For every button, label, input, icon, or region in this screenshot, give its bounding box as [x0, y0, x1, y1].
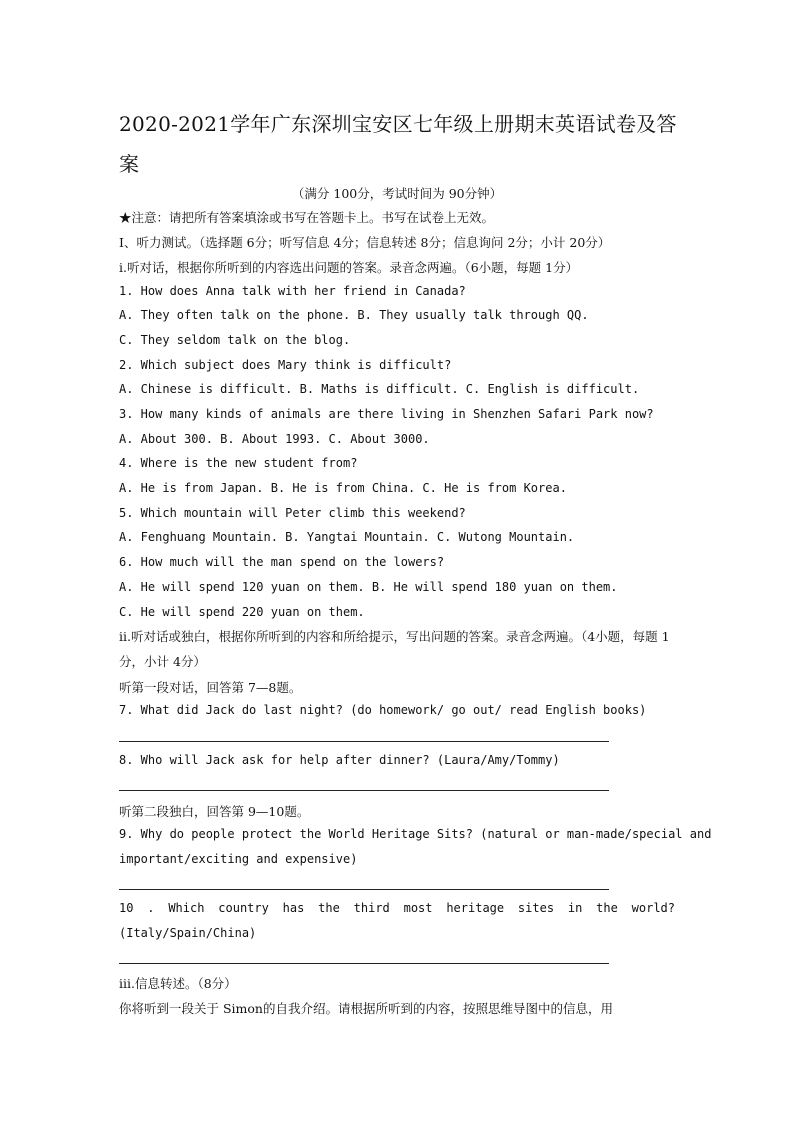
part3-intro: 你将听到一段关于 Simon的自我介绍。请根据所听到的内容，按照思维导图中的信息，用	[119, 1001, 613, 1016]
section-heading: Ⅰ、听力测试。（选择题 6分；听写信息 4分；信息转述 8分；信息询问 2分；小计 20分）	[119, 235, 611, 250]
question-1-options-ab: A. They often talk on the phone. B. They usually talk through QQ.	[119, 308, 589, 322]
question-1-option-c: C. They seldom talk on the blog.	[119, 333, 351, 347]
question-4-options: A. He is from Japan. B. He is from China. C. He is from Korea.	[119, 481, 567, 495]
question-10-line1: 10 . Which country has the third most heritage sites in the world?	[119, 901, 675, 915]
question-2-options: A. Chinese is difficult. B. Maths is difficult. C. English is difficult.	[119, 382, 640, 396]
dialog1-intro: 听第一段对话，回答第 7—8题。	[119, 680, 302, 695]
notice-text: ★注意：请把所有答案填涂或书写在答题卡上。书写在试卷上无效。	[119, 210, 495, 225]
question-9-line1: 9. Why do people protect the World Heritage Sits? (natural or man-made/special and	[119, 827, 712, 841]
answer-line-7	[119, 741, 609, 742]
dialog2-intro: 听第二段独白，回答第 9—10题。	[119, 804, 310, 819]
question-9-line2: important/exciting and expensive)	[119, 852, 358, 866]
question-4: 4. Where is the new student from?	[119, 456, 358, 470]
question-8: 8. Who will Jack ask for help after dinner? (Laura/Amy/Tommy)	[119, 753, 560, 767]
part2-heading: ⅱ.听对话或独白，根据你所听到的内容和所给提示，写出问题的答案。录音念两遍。（4小题，每题 1分，小计 4分）	[119, 629, 670, 669]
question-7: 7. What did Jack do last night? (do homework/ go out/ read English books)	[119, 703, 647, 717]
exam-subtitle: （满分 100分，考试时间为 90分钟）	[291, 186, 503, 201]
question-10-line2: (Italy/Spain/China)	[119, 926, 257, 940]
answer-line-10	[119, 963, 609, 964]
question-5: 5. Which mountain will Peter climb this weekend?	[119, 506, 466, 520]
part1-heading: ⅰ.听对话，根据你所听到的内容选出问题的答案。录音念两遍。（6小题，每题 1分）	[119, 260, 579, 275]
page-title: 2020-2021学年广东深圳宝安区七年级上册期末英语试卷及答案	[119, 112, 677, 176]
question-3-options: A. About 300. B. About 1993. C. About 3000.	[119, 432, 430, 446]
question-6-options-ab: A. He will spend 120 yuan on them. B. He will spend 180 yuan on them.	[119, 580, 618, 594]
question-1: 1. How does Anna talk with her friend in Canada?	[119, 284, 466, 298]
part3-heading: ⅲ.信息转述。（8分）	[119, 976, 237, 991]
answer-line-9	[119, 889, 609, 890]
answer-line-8	[119, 790, 609, 791]
question-6-option-c: C. He will spend 220 yuan on them.	[119, 605, 365, 619]
question-6: 6. How much will the man spend on the lowers?	[119, 555, 445, 569]
question-2: 2. Which subject does Mary think is difficult?	[119, 358, 452, 372]
question-3: 3. How many kinds of animals are there living in Shenzhen Safari Park now?	[119, 407, 654, 421]
question-5-options: A. Fenghuang Mountain. B. Yangtai Mountain. C. Wutong Mountain.	[119, 530, 575, 544]
